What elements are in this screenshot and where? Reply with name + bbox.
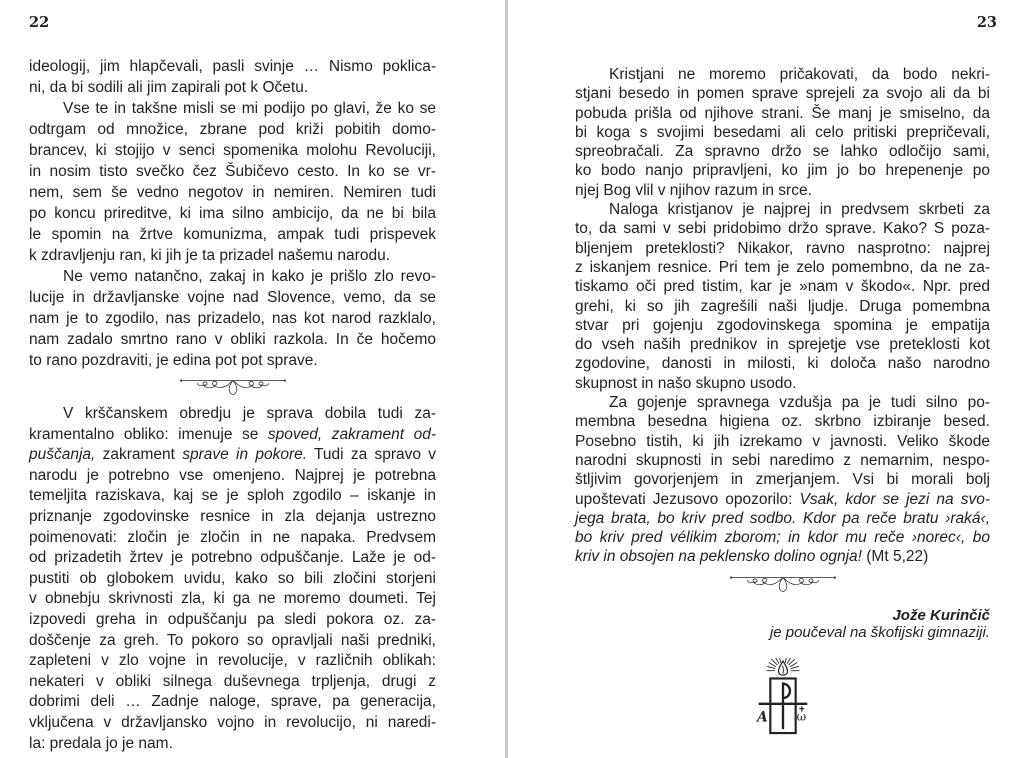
text-segment: izpovedi greha in odpuščanju pa sledi pokora oz. za-	[29, 610, 436, 628]
paragraph	[575, 65, 990, 200]
text-line	[575, 335, 990, 354]
text-line	[29, 350, 436, 371]
text-segment: v obnebju skrivnosti zla, ki ga ne moremo doumeti. Tej	[29, 590, 436, 608]
page-gutter	[505, 0, 508, 758]
text-line	[575, 509, 990, 528]
text-segment: stvar pri gojenju zgodovinskega spomina je empatija	[575, 316, 990, 334]
text-segment: bi koga s svojimi besedami ali celo pritiski prepričevali,	[575, 123, 990, 141]
text-line	[575, 528, 990, 547]
text-line	[575, 354, 990, 373]
text-segment: njej Bog vlil v njihov razum in srce.	[575, 181, 812, 199]
text-line	[29, 203, 436, 224]
text-segment: nam zadalo smrtno rano v obliki razkola. In če hočemo	[29, 331, 436, 348]
text-segment: temeljita raziskava, kaj se je sploh zgodilo – iskanje in	[29, 487, 436, 505]
text-segment: Kristjani ne moremo pričakovati, da bodo nekri-	[609, 66, 990, 83]
text-segment: nem, sem še vedno negotov in nemiren. Nemiren tudi	[29, 184, 436, 201]
text-segment: brancev, ki stojijo v senci spomenika molohu Revoluciji,	[29, 142, 436, 159]
text-segment: upoštevati Jezusovo opozorilo:	[575, 490, 800, 508]
text-segment: V krščanskem obredju je sprava dobila tudi za-	[63, 405, 436, 422]
text-line	[29, 486, 436, 507]
text-segment: doščenje za greh. To pokoro so opravljali naši predniki,	[29, 631, 436, 649]
text-line	[29, 631, 436, 652]
text-line	[575, 316, 990, 335]
text-segment: in nosim tisto svečko čez Šubičevo cesto. In ko se vr-	[29, 163, 436, 180]
text-line	[575, 142, 990, 161]
page-number-right: 23	[976, 14, 997, 31]
text-line	[575, 277, 990, 296]
text-segment: kriv in obsojen na peklensko dolino ognja!	[575, 548, 862, 566]
text-segment: pobuda prišla od njihove strani. Še manj je smiselno, da	[575, 104, 990, 122]
text-line	[29, 466, 436, 487]
paragraph	[29, 266, 436, 371]
text-line	[575, 490, 990, 509]
text-line	[29, 672, 436, 693]
text-line	[29, 528, 436, 549]
text-line	[575, 412, 990, 431]
text-line	[29, 734, 436, 755]
page-number-left: 22	[29, 14, 50, 31]
text-segment: Vse te in takšne misli se mi podijo po glavi, že ko se	[63, 100, 436, 117]
svg-text:ω: ω	[796, 709, 806, 724]
text-segment: k zdravljenju ran, ki jih je ta prizadel našemu narodu.	[29, 247, 390, 264]
text-line	[575, 104, 990, 123]
paragraph	[29, 56, 436, 98]
text-line	[29, 329, 436, 350]
text-line	[29, 445, 436, 466]
text-segment: narodu je potrebno vse omenjeno. Najprej je potrebna	[29, 466, 436, 484]
text-line	[29, 77, 436, 98]
text-segment: to, da sami v sebi pridobimo držo sprave. Kako? S poza-	[575, 220, 990, 238]
text-segment: ni, da bi sodili ali jim zapirali pot k Očetu.	[29, 79, 309, 96]
text-segment: la: predala jo je nam.	[29, 734, 173, 752]
page-left-column	[29, 56, 436, 754]
paragraph	[29, 404, 436, 754]
text-segment: odtrgam od množice, zbrane pod križi pobitih domo-	[29, 121, 436, 138]
text-segment: stjani besedo in pomen sprave sprejeli za svojo ali da bi	[575, 85, 990, 103]
text-segment: spoved, zakrament od-	[267, 425, 436, 443]
text-line	[575, 84, 990, 103]
text-segment: bo kriv pred vélikim zborom; in kdor mu reče ›norec‹, bo	[575, 529, 990, 547]
text-segment: sprave in pokore.	[182, 446, 308, 464]
author-credit	[575, 607, 990, 642]
text-segment: grehi, ki so jih zagrešili naši ljudje. Druga pomembna	[575, 297, 990, 315]
flourish-divider-icon	[724, 573, 842, 595]
text-line	[575, 374, 990, 393]
text-line	[29, 425, 436, 446]
text-segment: dobrimi deli … Zadnje naloge, sprave, pa generacija,	[29, 693, 436, 711]
text-line	[29, 569, 436, 590]
text-segment: lucije in državljanske vojne nad Slovence, vemo, da se	[29, 289, 436, 306]
text-segment: spreobračali. Za spravno držo se lahko odločijo sami,	[575, 143, 990, 161]
paschal-candle-icon	[755, 658, 811, 736]
text-segment: to rano pozdraviti, je edina pot pot sprave.	[29, 352, 318, 369]
text-segment: štljivim govorjenjem in zmerjanjem. Vsi bi morali bolj	[575, 471, 990, 489]
text-line	[29, 140, 436, 161]
text-line	[575, 258, 990, 277]
text-line	[575, 451, 990, 470]
text-line	[575, 123, 990, 142]
text-segment: bljenjem preteklosti? Nikakor, ravno nasprotno: najprej	[575, 239, 990, 257]
text-segment: jega brata, bo kriv pred sodbo. Kdor pa reče bratu ›raká‹,	[575, 509, 990, 527]
text-line	[29, 507, 436, 528]
author-description: je poučeval na škofijski gimnaziji.	[769, 624, 990, 642]
text-line	[575, 65, 990, 84]
text-line	[29, 589, 436, 610]
text-segment: Naloga kristjanov je najprej in predvsem skrbeti za	[609, 201, 990, 219]
text-line	[29, 404, 436, 425]
text-segment: Ne vemo natančno, zakaj in kako je prišlo zlo revo-	[63, 268, 436, 285]
text-segment: z iskanjem resnice. Pri tem je zelo pomembno, da ne za-	[575, 258, 990, 276]
paragraph	[575, 393, 990, 567]
text-segment: (Mt 5,22)	[861, 548, 929, 566]
text-segment: priznanje zgodovinske resnice in zla dejanja ustrezno	[29, 507, 436, 525]
text-segment: ideologij, jim hlapčevali, pasli svinje … Nismo poklica-	[29, 58, 436, 75]
text-line	[29, 56, 436, 77]
text-line	[29, 692, 436, 713]
text-segment: skupnost in našo skupno usodo.	[575, 374, 797, 392]
svg-text:A: A	[756, 709, 768, 726]
text-line	[575, 393, 990, 412]
text-segment: puščanja,	[29, 446, 96, 464]
text-line	[575, 470, 990, 489]
text-line	[575, 200, 990, 219]
text-line	[29, 651, 436, 672]
flourish-divider-icon	[174, 376, 292, 398]
text-segment: nam je to zgodilo, nas prizadelo, nas kot narod razklalo,	[29, 310, 436, 327]
text-line	[29, 548, 436, 569]
text-segment: od prizadetih žrtev je potrebno odpuščanje. Laže je od-	[29, 549, 436, 567]
text-segment: membna besedna higiena oz. skrbno izbiranje besed.	[575, 413, 990, 431]
text-line	[575, 219, 990, 238]
text-line	[575, 181, 990, 200]
text-line	[29, 224, 436, 245]
text-line	[29, 713, 436, 734]
text-segment: zgodovine, danosti in milosti, ki določa našo narodno	[575, 355, 990, 373]
text-line	[29, 161, 436, 182]
text-segment: Posebno tistih, ki jih izrekamo v javnosti. Veliko škode	[575, 432, 990, 450]
text-segment: kramentalno obliko: imenuje se	[29, 425, 268, 443]
text-segment: Tudi za spravo v	[307, 446, 436, 464]
page-right-column	[575, 65, 990, 736]
text-line	[29, 266, 436, 287]
text-line	[29, 182, 436, 203]
text-segment: tiskamo oči pred tistim, kar je »nam v škodo«. Npr. pred	[575, 278, 990, 296]
text-segment: narodni skupnosti in sebi naredimo z nemarnim, nespo-	[575, 451, 990, 469]
text-segment: poimenovati: zločin je zločin in ne napaka. Predvsem	[29, 528, 436, 546]
text-line	[29, 610, 436, 631]
text-segment: le spomin na žrtve komunizma, ampak tudi prispevek	[29, 226, 436, 243]
text-line	[29, 287, 436, 308]
text-line	[29, 98, 436, 119]
text-line	[575, 239, 990, 258]
text-segment: vključena v državljansko vojno in revolucijo, ni naredi-	[29, 713, 436, 731]
text-segment: Za gojenje spravnega vzdušja pa je tudi silno po-	[609, 394, 990, 412]
text-segment: do vseh naših prednikov in sprejetje vse preteklosti kot	[575, 336, 990, 354]
text-line	[575, 297, 990, 316]
paragraph	[575, 200, 990, 393]
text-line	[575, 547, 990, 566]
text-segment: pustiti ob globokem uvidu, kako so bili zločini storjeni	[29, 569, 436, 587]
text-line	[29, 245, 436, 266]
text-line	[29, 119, 436, 140]
author-name: Jože Kurinčič	[892, 606, 990, 624]
paragraph	[29, 98, 436, 266]
text-line	[575, 432, 990, 451]
text-line	[575, 161, 990, 180]
text-segment: nekateri v obliki silnega duševnega trpljenja, drugi z	[29, 672, 436, 690]
text-line	[29, 308, 436, 329]
text-segment: ko bodo nanjo pripravljeni, ko jim jo bo hrepenenje po	[575, 162, 990, 180]
text-segment: zapleteni v zlo vojne in revolucije, v različnih oblikah:	[29, 652, 436, 670]
text-segment: Vsak, kdor se jezi na svo-	[799, 490, 990, 508]
text-segment: po koncu prireditve, ki ima silno ambicijo, da ne bi bila	[29, 205, 436, 222]
text-segment: zakrament	[95, 446, 183, 464]
